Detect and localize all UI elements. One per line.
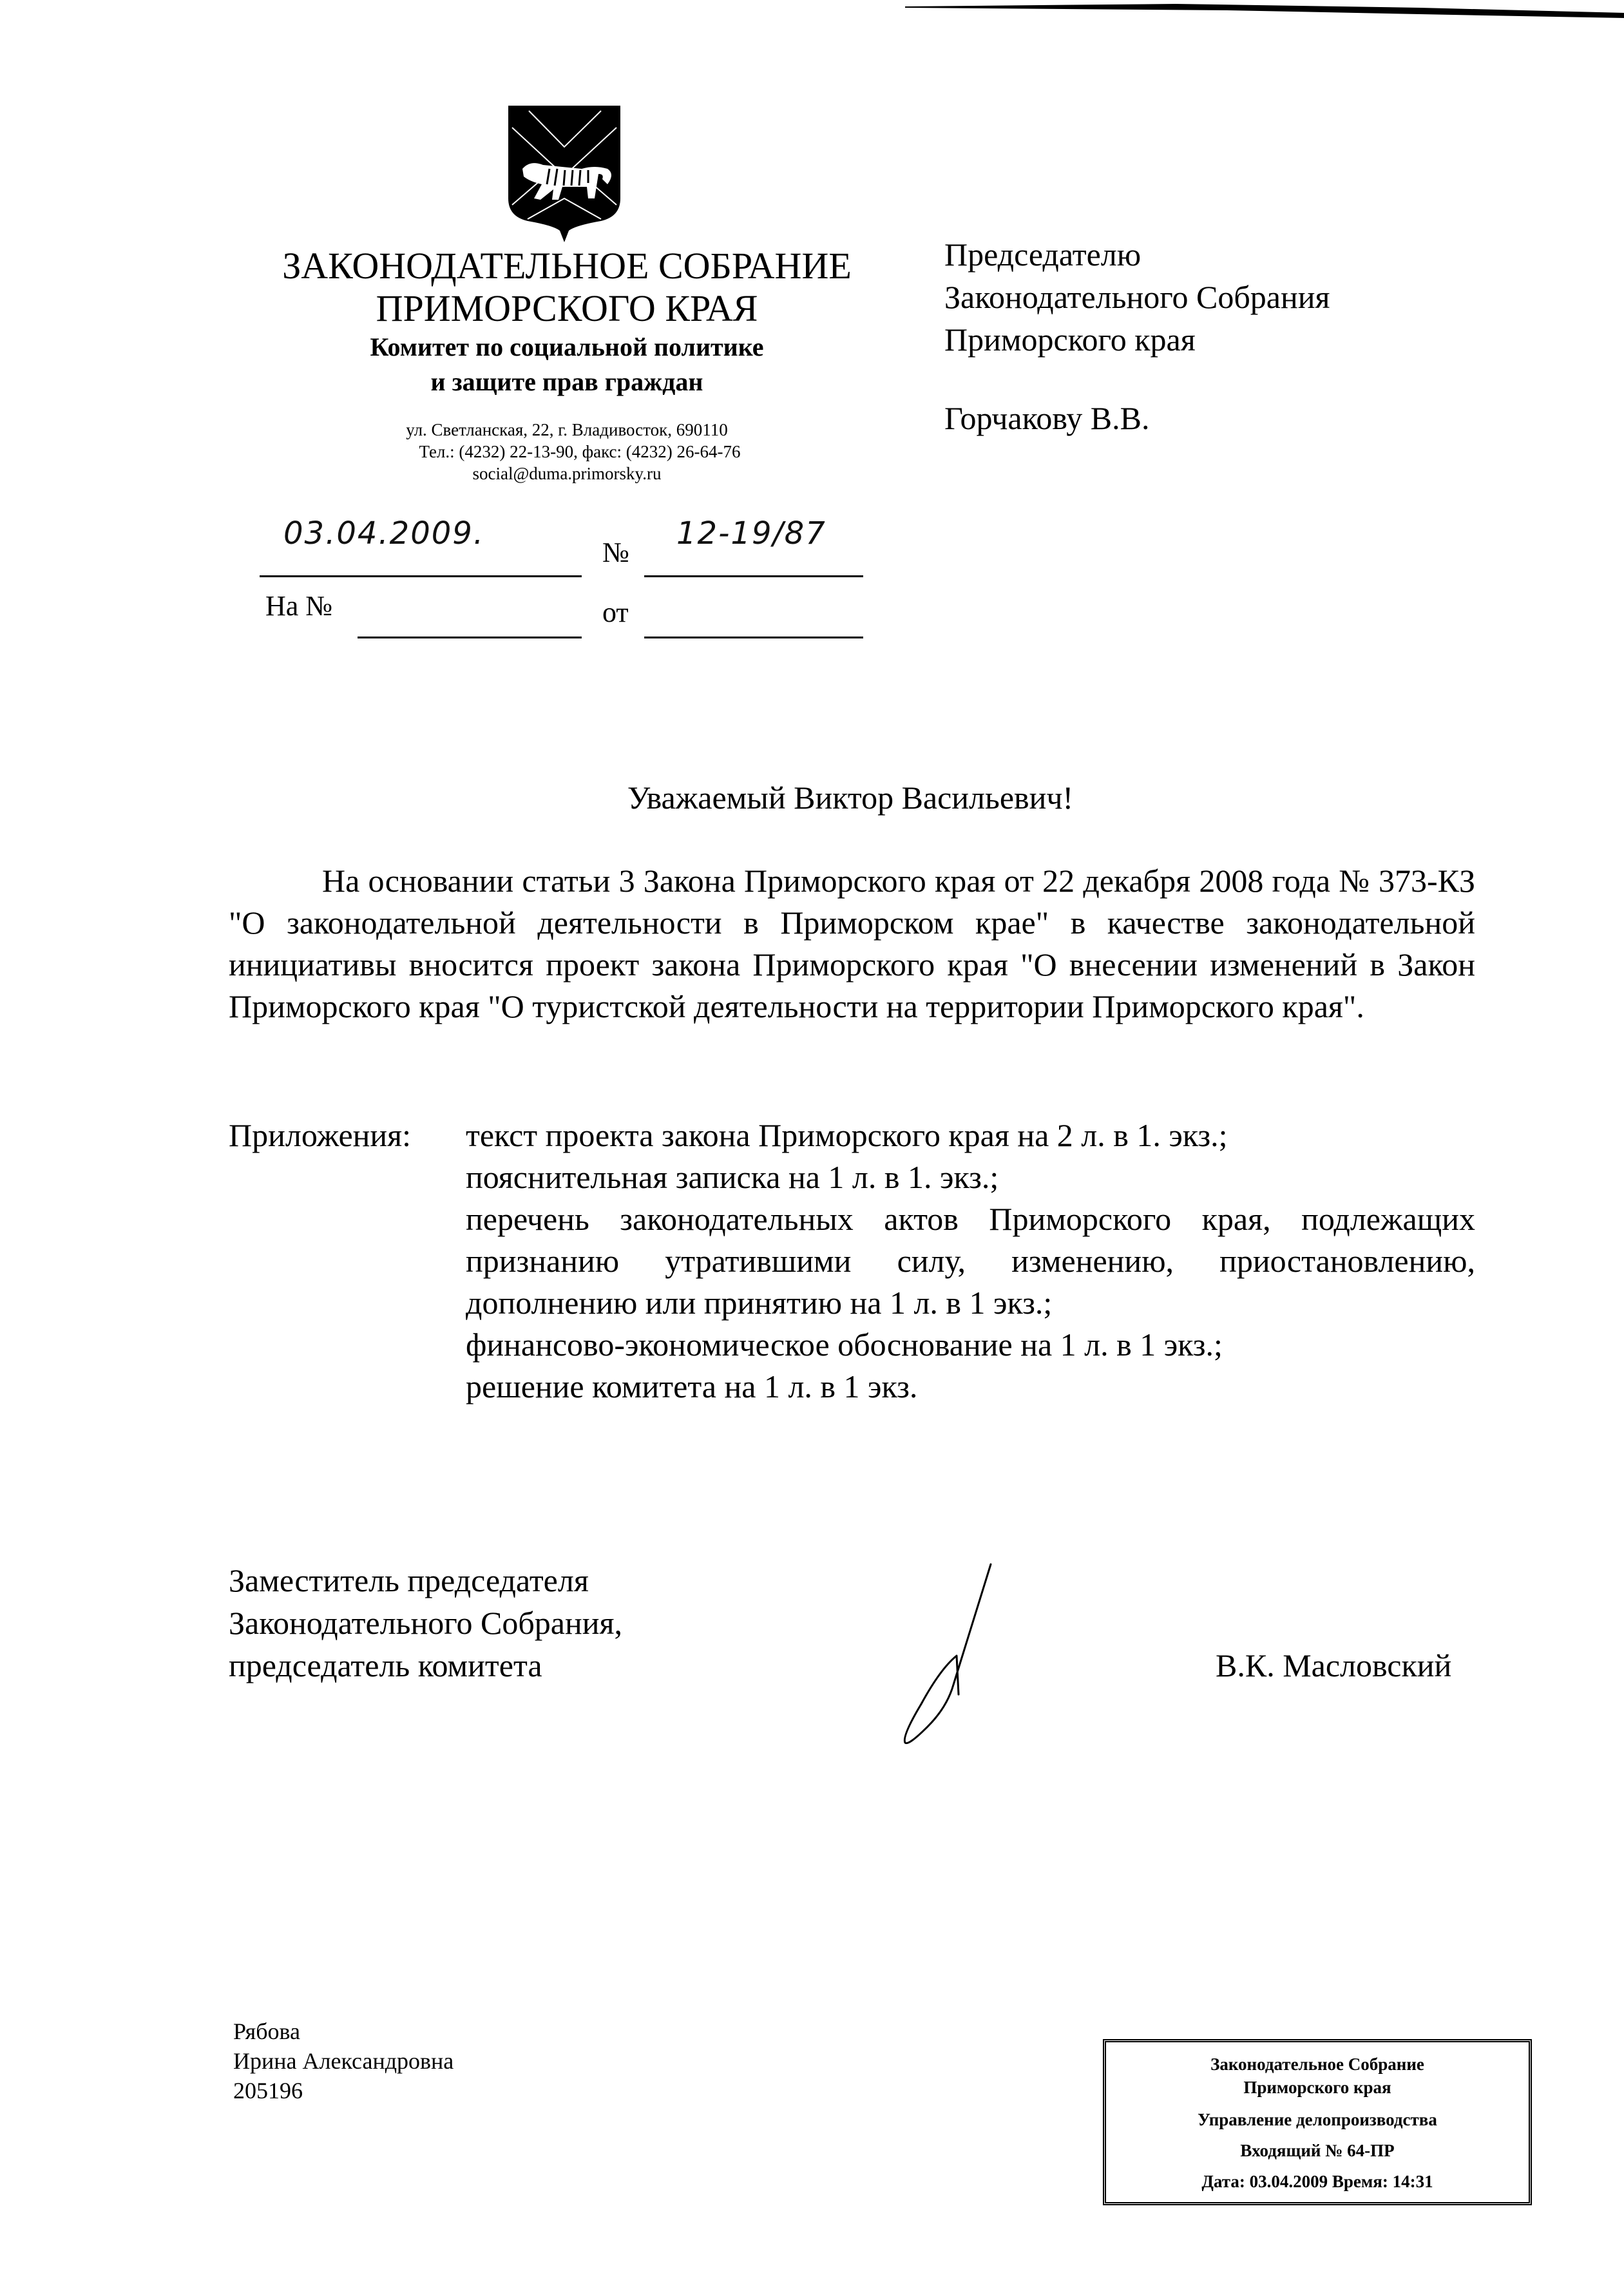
- executor-surname: Рябова: [233, 2018, 301, 2044]
- signatory-title: [229, 1559, 622, 1687]
- body-paragraph: На основании статьи 3 Закона Приморского края от 22 декабря 2008 года № 373-КЗ "О законодательной деятельности в Приморском крае" в качестве законодательной инициативы вносится проект закона Приморского края "О внесении изменений в Закон Приморского края "О туристской деятельности на территории Приморского края".: [229, 863, 1475, 1024]
- coat-of-arms-icon: [504, 102, 624, 244]
- committee-name-line2: и защите прав граждан: [430, 367, 703, 396]
- number-label: №: [602, 537, 629, 568]
- addressee-line2: Законодательного Собрания: [944, 279, 1330, 315]
- from-field: [644, 637, 863, 638]
- outgoing-number: 12-19/87: [676, 515, 826, 551]
- reply-to-label: На №: [265, 590, 333, 622]
- stamp-line3: Управление делопроизводства: [1198, 2110, 1437, 2129]
- signatory-name: В.К. Масловский: [1216, 1647, 1452, 1683]
- number-underline: [644, 575, 863, 577]
- stamp-date-time: Дата: 03.04.2009 Время: 14:31: [1201, 2172, 1433, 2191]
- addressee-line3: Приморского края: [944, 321, 1196, 358]
- signatory-title-line3: председатель комитета: [229, 1647, 542, 1683]
- org-phones: Тел.: (4232) 22-13-90, факс: (4232) 26-64-76: [419, 442, 741, 461]
- attachment-item: пояснительная записка на 1 л. в 1. экз.;: [466, 1159, 999, 1195]
- stamp-line2: Приморского края: [1243, 2078, 1391, 2097]
- signatory-title-line2: Законодательного Собрания,: [229, 1605, 622, 1641]
- addressee-name: Горчакову В.В.: [944, 400, 1150, 436]
- incoming-registration-stamp: [1103, 2039, 1532, 2205]
- committee-name-line1: Комитет по социальной политике: [370, 332, 764, 361]
- scan-artifact-stroke: [905, 1, 1624, 18]
- attachment-item: перечень законодательных актов Приморского края, подлежащих признанию утратившими силу, изменению, приостановлению, дополнению или принятию на 1 л. в 1 экз.;: [466, 1201, 1475, 1321]
- signatory-title-line1: Заместитель председателя: [229, 1562, 589, 1598]
- executor-given-names: Ирина Александровна: [233, 2048, 454, 2074]
- from-label: от: [602, 597, 629, 628]
- attachment-item: решение комитета на 1 л. в 1 экз.: [466, 1368, 918, 1404]
- reply-to-field: [358, 637, 582, 638]
- stamp-line1: Законодательное Собрание: [1210, 2055, 1424, 2074]
- executor-block: [233, 2017, 454, 2105]
- addressee-block: [944, 233, 1330, 439]
- stamp-incoming-number: Входящий № 64-ПР: [1240, 2141, 1395, 2160]
- handwritten-signature-icon: [850, 1559, 1005, 1752]
- org-name-line2: ПРИМОРСКОГО КРАЯ: [376, 287, 758, 329]
- date-underline: [260, 575, 582, 577]
- attachment-item: финансово-экономическое обоснование на 1 л. в 1 экз.;: [466, 1327, 1223, 1363]
- org-name-line1: ЗАКОНОДАТЕЛЬНОЕ СОБРАНИЕ: [282, 245, 852, 287]
- executor-phone: 205196: [233, 2078, 303, 2103]
- addressee-line1: Председателю: [944, 236, 1142, 273]
- attachments-label: Приложения:: [229, 1117, 412, 1153]
- attachments-list: [466, 1115, 1475, 1408]
- org-address: ул. Светланская, 22, г. Владивосток, 690110: [406, 420, 728, 439]
- attachment-item: текст проекта закона Приморского края на 2 л. в 1. экз.;: [466, 1117, 1228, 1153]
- outgoing-date: 03.04.2009.: [283, 515, 485, 551]
- salutation: Уважаемый Виктор Васильевич!: [627, 780, 1074, 816]
- org-email: social@duma.primorsky.ru: [472, 464, 662, 483]
